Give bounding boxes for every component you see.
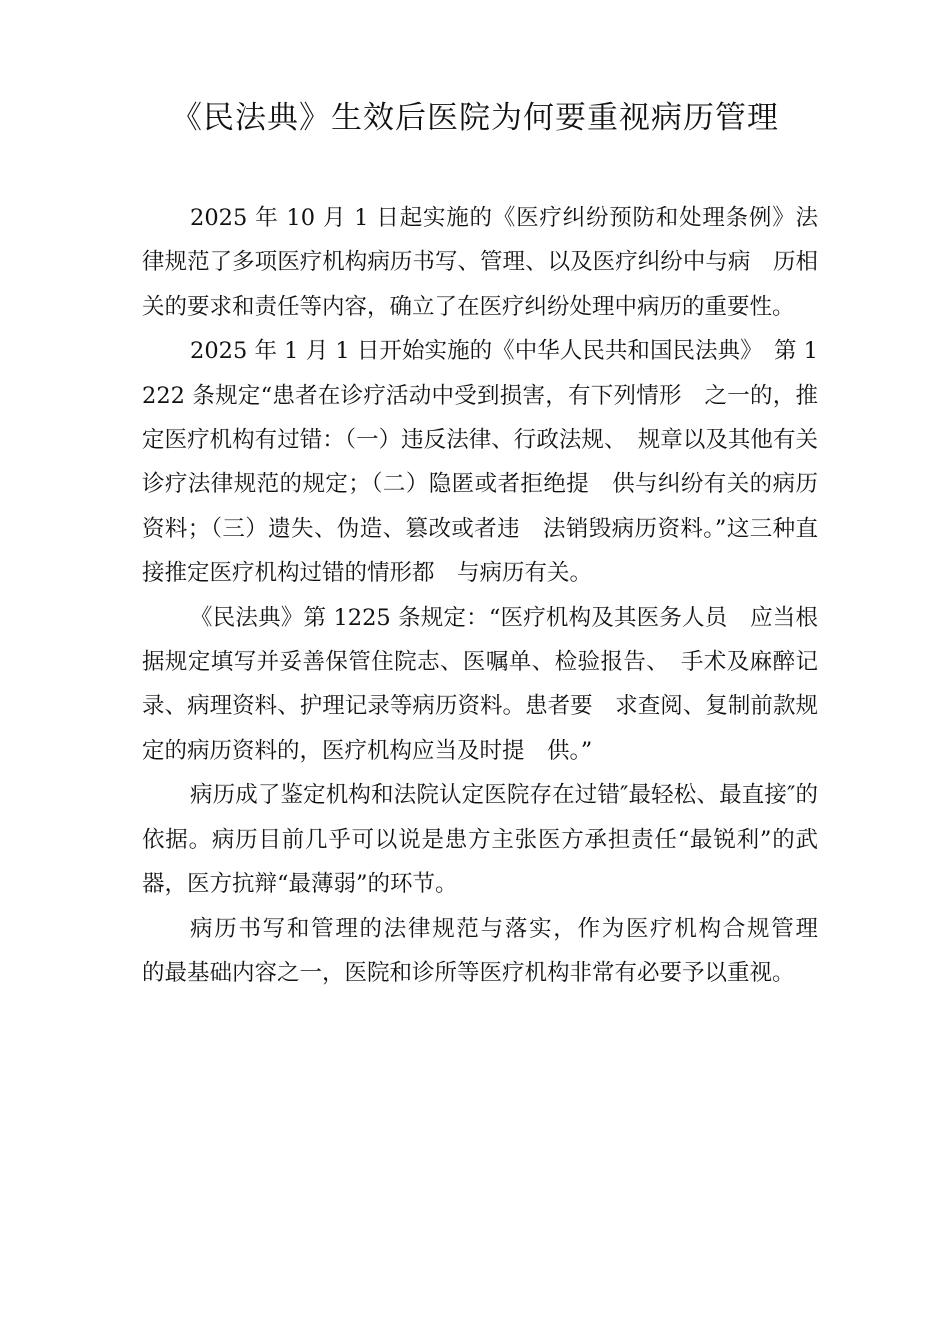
paragraph-1: 2025 年 10 月 1 日起实施的《医疗纠纷预防和处理条例》法律规范了多项医疗机构病历书写、管理、以及医疗纠纷中与病 历相关的要求和责任等内容，确立了在医疗纠纷处理中病历的重要性。 xyxy=(142,205,818,320)
paragraph-3: 《民法典》第 1225 条规定：“医疗机构及其医务人员 应当根据规定填写并妥善保管住院志、医嘱单、检验报告、 手术及麻醉记录、病理资料、护理记录等病历资料。患者要 求查阅、复制前款规定的病历资料的，医疗机构应当及时提 供。” xyxy=(142,604,818,764)
paragraph-2: 2025 年 1 月 1 日开始实施的《中华人民共和国民法典》 第 1222 条规定“患者在诊疗活动中受到损害，有下列情形 之一的，推定医疗机构有过错：（一）违反法律、行政法规、 规章以及其他有关诊疗法律规范的规定；（二）隐匿或者拒绝提 供与纠纷有关的病历资料；（三）遗失、伪造、篡改或者违 法销毁病历资料。”这三种直接推定医疗机构过错的情形都 与病历有关。 xyxy=(142,338,818,587)
paragraph-5: 病历书写和管理的法律规范与落实，作为医疗机构合规管理 的最基础内容之一，医院和诊所等医疗机构非常有必要予以重视。 xyxy=(142,915,841,986)
document-body xyxy=(142,196,841,995)
document-title: 《民法典》生效后医院为何要重视病历管理 xyxy=(171,100,779,136)
paragraph-4: 病历成了鉴定机构和法院认定医院存在过错″最轻松、最直接″的依据。病历目前几乎可以说是患方主张医方承担责任“最锐利”的武器，医方抗辩“最薄弱”的环节。 xyxy=(142,782,818,898)
